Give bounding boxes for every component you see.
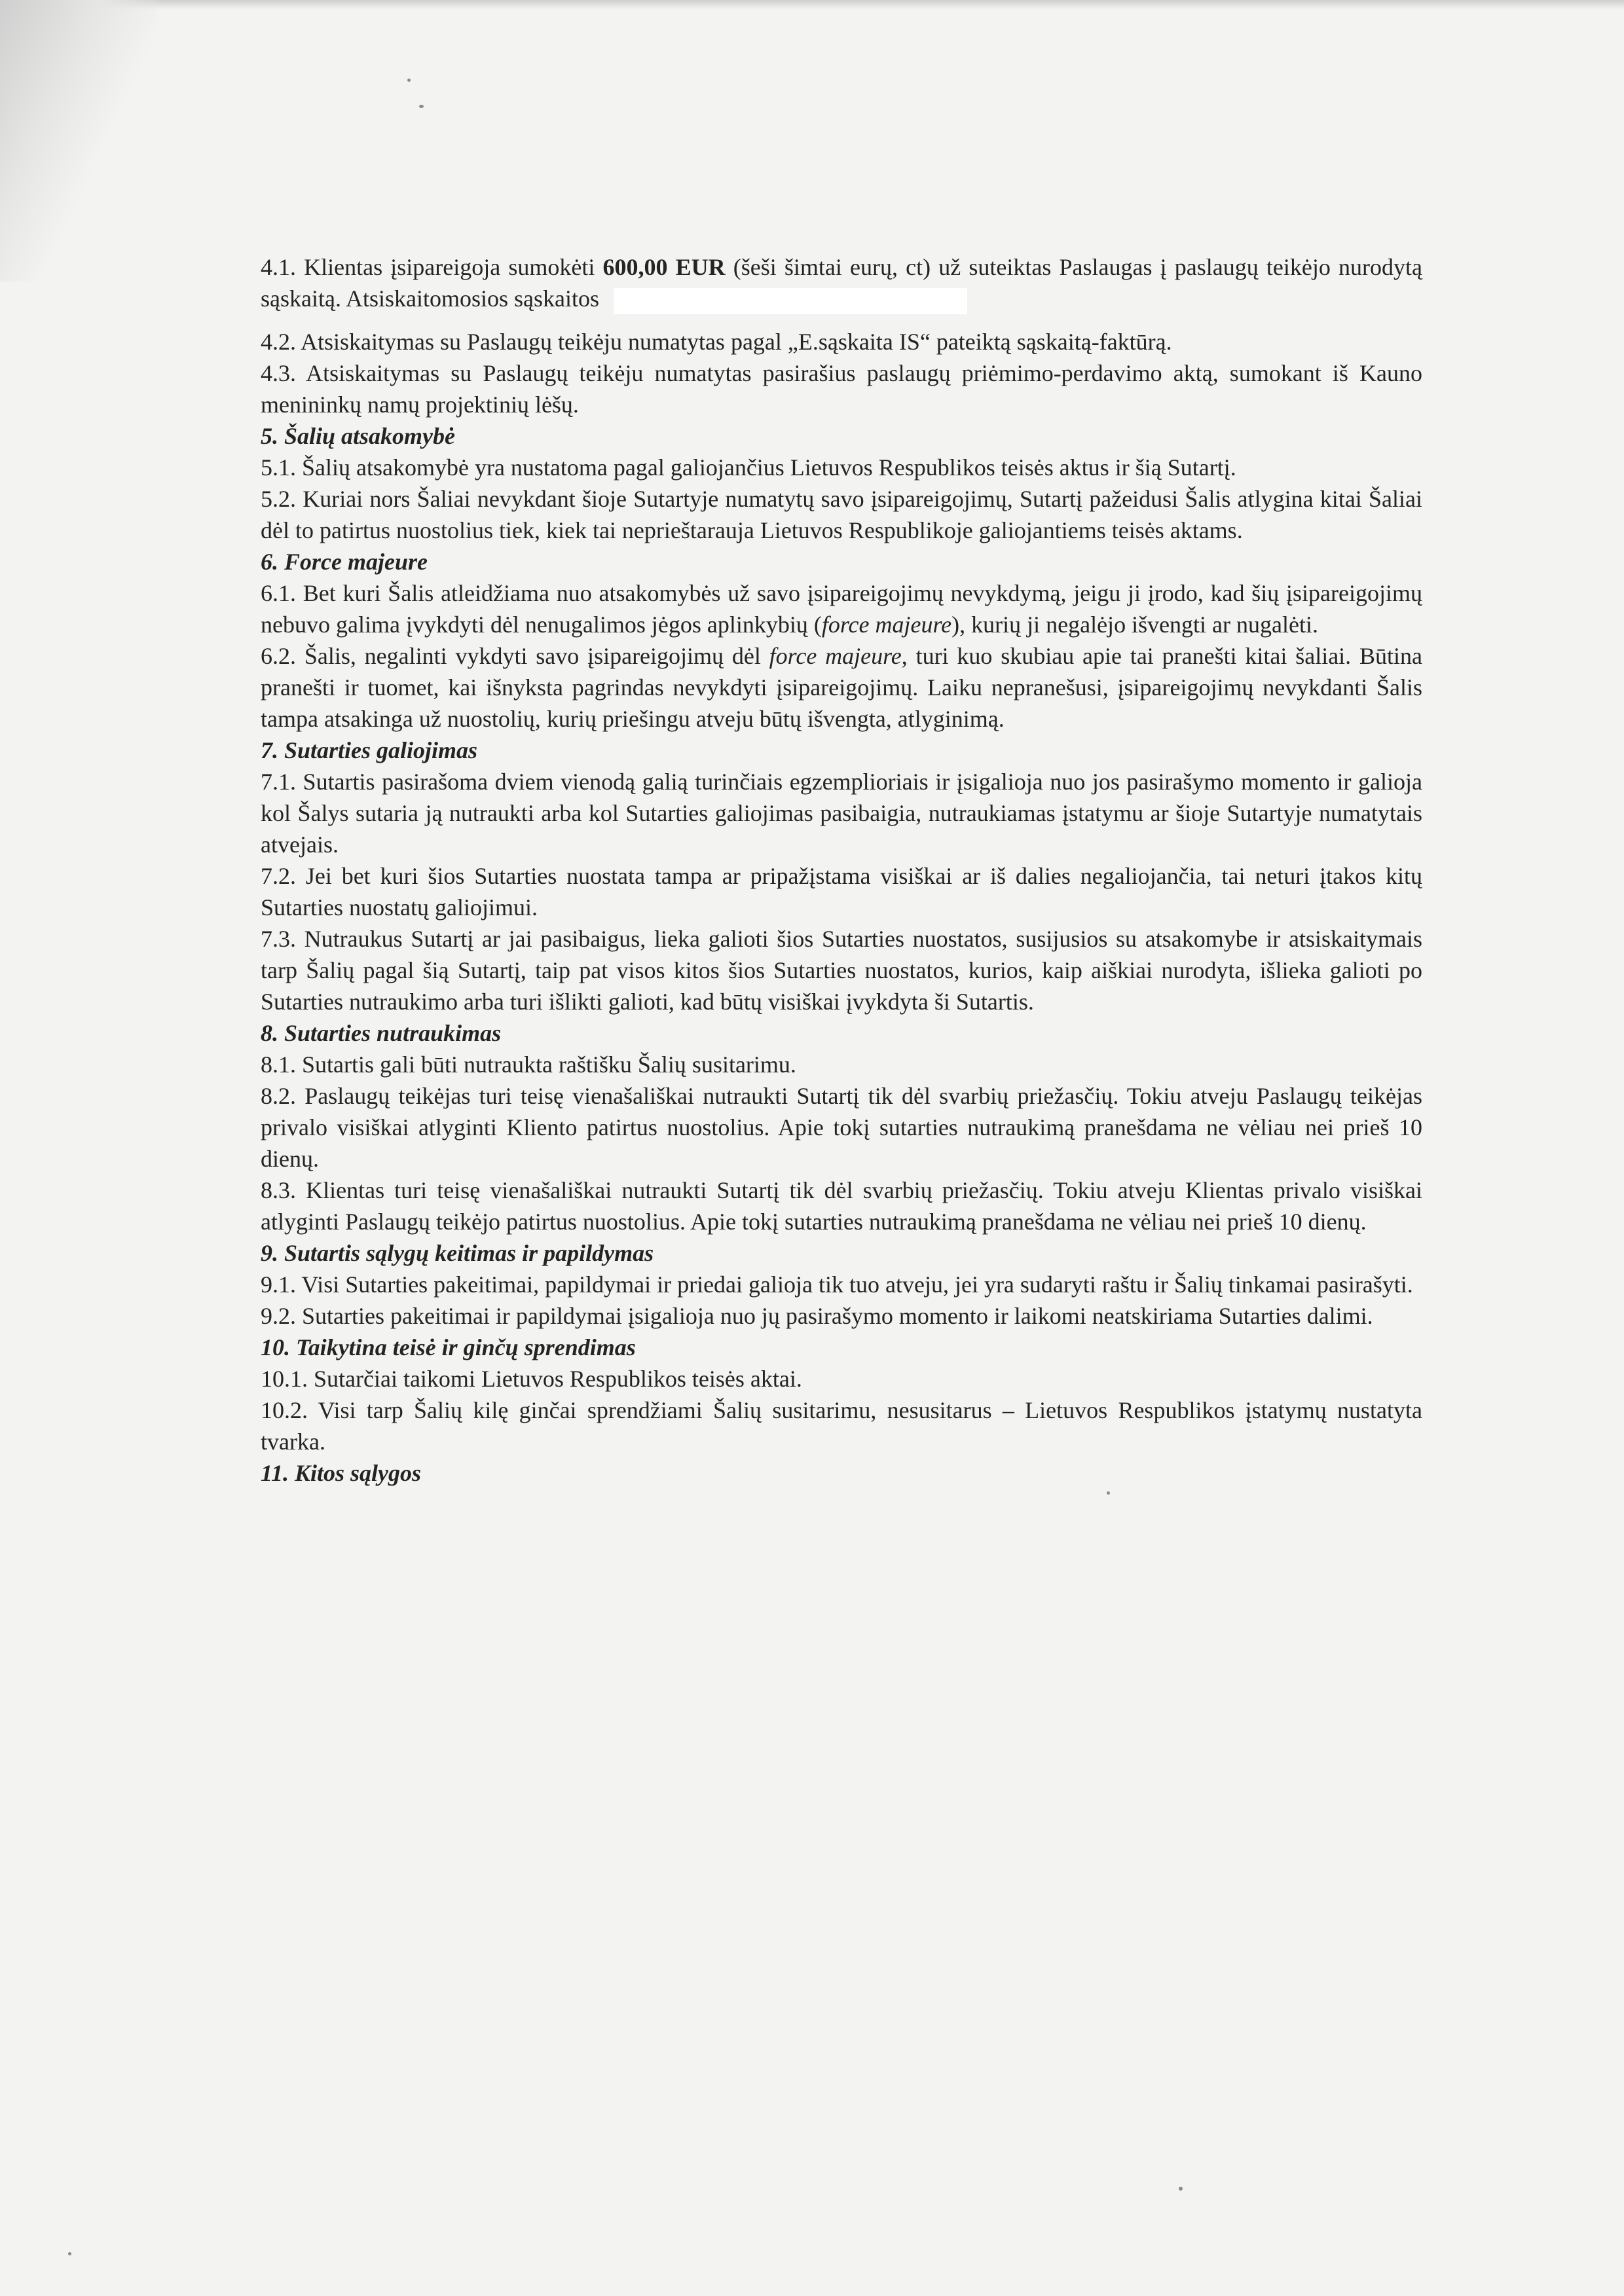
contract-page	[261, 251, 1422, 1489]
scan-speck	[1107, 1491, 1110, 1495]
clause-6-2-force-majeure: force majeure	[769, 643, 902, 669]
section-11-heading: 11. Kitos sąlygos	[261, 1460, 422, 1486]
scan-speck	[407, 79, 411, 82]
clause-4-1-text-b: (šeši šimtai eurų, ct) už suteiktas Paslaugas į paslaugų teikėjo nurodytą sąskaitą. Atsiskaitomosios sąskaitos	[261, 254, 1422, 312]
clause-7-2: 7.2. Jei bet kuri šios Sutarties nuostata tampa ar pripažįstama visiškai ar iš dalies negaliojančia, tai neturi įtakos kitų Sutarties nuostatų galiojimui.	[261, 863, 1422, 920]
clause-6-2	[261, 640, 1422, 735]
scan-corner-shadow	[0, 0, 157, 282]
clause-6-1	[261, 577, 1422, 640]
clause-4-2: 4.2. Atsiskaitymas su Paslaugų teikėju numatytas pagal „E.sąskaita IS“ pateiktą sąskaitą-faktūrą.	[261, 329, 1172, 355]
section-7-heading: 7. Sutarties galiojimas	[261, 737, 478, 763]
scan-speck	[419, 105, 424, 108]
clause-6-2-text-a: 6.2. Šalis, negalinti vykdyti savo įsipareigojimų dėl	[261, 643, 769, 669]
clause-9-1: 9.1. Visi Sutarties pakeitimai, papildymai ir priedai galioja tik tuo atveju, jei yra sudaryti raštu ir Šalių tinkamai pasirašyti.	[261, 1271, 1413, 1298]
section-6-heading: 6. Force majeure	[261, 549, 428, 575]
clause-8-1: 8.1. Sutartis gali būti nutraukta raštišku Šalių susitarimu.	[261, 1051, 796, 1078]
clause-10-1: 10.1. Sutarčiai taikomi Lietuvos Respublikos teisės aktai.	[261, 1366, 802, 1392]
section-9-heading: 9. Sutartis sąlygų keitimas ir papildymas	[261, 1240, 654, 1266]
clause-6-1-text-b: ), kurių ji negalėjo išvengti ar nugalėti.	[951, 611, 1318, 638]
clause-5-1: 5.1. Šalių atsakomybė yra nustatoma pagal galiojančius Lietuvos Respublikos teisės aktus ir šią Sutartį.	[261, 454, 1236, 481]
clause-7-1: 7.1. Sutartis pasirašoma dviem vienodą galią turinčiais egzemplioriais ir įsigalioja nuo jos pasirašymo momento ir galioja kol Šalys sutaria ją nutraukti arba kol Sutarties galiojimas pasibaigia, nutraukiamas įstatymu ar šioje Sutartyje numatytais atvejais.	[261, 769, 1422, 858]
clause-4-1-text-a: 4.1. Klientas įsipareigoja sumokėti	[261, 254, 603, 280]
section-5-heading: 5. Šalių atsakomybė	[261, 423, 456, 449]
redacted-account-number	[614, 288, 967, 314]
clause-10-2: 10.2. Visi tarp Šalių kilę ginčai sprendžiami Šalių susitarimu, nesusitarus – Lietuvos Respublikos įstatymų nustatyta tvarka.	[261, 1397, 1422, 1455]
clause-9-2: 9.2. Sutarties pakeitimai ir papildymai įsigalioja nuo jų pasirašymo momento ir laikomi neatskiriama Sutarties dalimi.	[261, 1303, 1373, 1329]
section-8-heading: 8. Sutarties nutraukimas	[261, 1020, 502, 1046]
clause-6-1-force-majeure: force majeure	[821, 611, 952, 638]
clause-6-1-text-a: 6.1. Bet kuri Šalis atleidžiama nuo atsakomybės už savo įsipareigojimų nevykdymą, jeigu ji įrodo, kad šių įsipareigojimų nebuvo galima įvykdyti dėl nenugalimos jėgos aplinkybių (	[261, 580, 1422, 638]
clause-4-1-amount: 600,00 EUR	[602, 254, 726, 280]
section-10-heading: 10. Taikytina teisė ir ginčų sprendimas	[261, 1334, 636, 1360]
scan-speck	[1179, 2187, 1183, 2191]
scan-speck	[68, 2252, 71, 2255]
clause-8-3: 8.3. Klientas turi teisę vienašališkai nutraukti Sutartį tik dėl svarbių priežasčių. Tokiu atveju Klientas privalo visiškai atlyginti Paslaugų teikėjo patirtus nuostolius. Apie tokį sutarties nutraukimą pranešdama ne vėliau nei prieš 10 dienų.	[261, 1177, 1422, 1235]
clause-5-2: 5.2. Kuriai nors Šaliai nevykdant šioje Sutartyje numatytų savo įsipareigojimų, Sutartį pažeidusi Šalis atlygina kitai Šaliai dėl to patirtus nuostolius tiek, kiek tai neprieštarauja Lietuvos Respublikoje galiojantiems teisės aktams.	[261, 486, 1422, 543]
clause-6-2-text-b: , turi kuo skubiau apie tai pranešti kitai šaliai. Būtina pranešti ir tuomet, kai išnyksta pagrindas nevykdyti įsipareigojimų. Laiku nepranešusi, įsipareigojimų nevykdanti Šalis tampa atsakinga už nuostolių, kurių priešingu atveju būtų išvengta, atlyginimą.	[261, 643, 1422, 732]
scan-top-shadow	[0, 0, 1624, 9]
clause-4-1	[261, 251, 1422, 314]
clause-8-2: 8.2. Paslaugų teikėjas turi teisę vienašališkai nutraukti Sutartį tik dėl svarbių priežasčių. Tokiu atveju Paslaugų teikėjas privalo visiškai atlyginti Kliento patirtus nuostolius. Apie tokį sutarties nutraukimą pranešdama ne vėliau nei prieš 10 dienų.	[261, 1083, 1422, 1172]
clause-7-3: 7.3. Nutraukus Sutartį ar jai pasibaigus, lieka galioti šios Sutarties nuostatos, susijusios su atsakomybe ir atsiskaitymais tarp Šalių pagal šią Sutartį, taip pat visos kitos šios Sutarties nuostatos, kurios, kaip aiškiai nurodyta, išlieka galioti po Sutarties nutraukimo arba turi išlikti galioti, kad būtų visiškai įvykdyta ši Sutartis.	[261, 926, 1422, 1015]
clause-4-3: 4.3. Atsiskaitymas su Paslaugų teikėju numatytas pasirašius paslaugų priėmimo-perdavimo aktą, sumokant iš Kauno menininkų namų projektinių lėšų.	[261, 360, 1422, 418]
